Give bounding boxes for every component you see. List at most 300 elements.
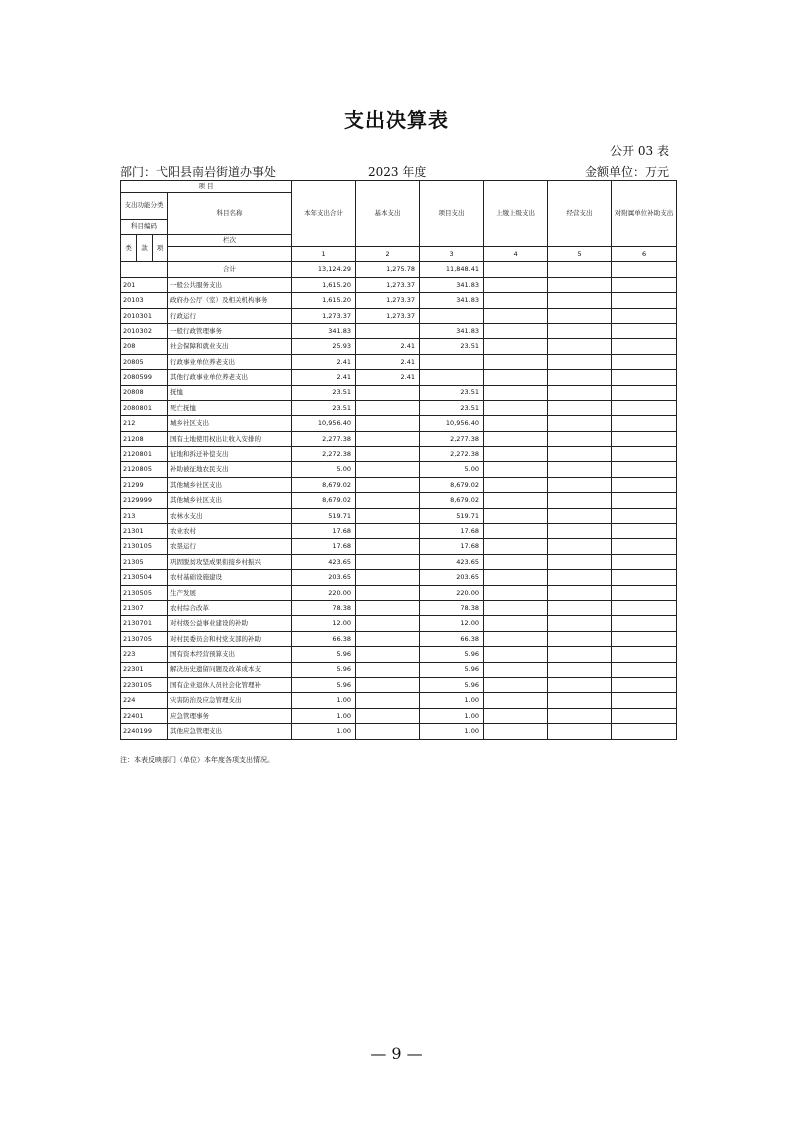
amount-cell bbox=[484, 293, 548, 308]
subject-code-cell: 2130504 bbox=[121, 570, 168, 585]
subject-code-cell: 208 bbox=[121, 339, 168, 354]
header-row-1 bbox=[121, 181, 677, 193]
table-row bbox=[121, 462, 677, 477]
subject-name-cell: 应急管理事务 bbox=[168, 708, 292, 723]
amount-cell bbox=[356, 416, 420, 431]
table-row bbox=[121, 508, 677, 523]
subject-code-cell: 212 bbox=[121, 416, 168, 431]
subject-code-cell: 223 bbox=[121, 647, 168, 662]
amount-cell bbox=[548, 293, 612, 308]
amount-cell: 1,615.20 bbox=[292, 293, 356, 308]
amount-cell bbox=[484, 400, 548, 415]
column-number-row bbox=[121, 247, 677, 262]
header-col-operating: 经营支出 bbox=[548, 181, 612, 247]
amount-cell bbox=[356, 631, 420, 646]
subject-name-cell: 农垦运行 bbox=[168, 539, 292, 554]
amount-cell: 10,956.40 bbox=[420, 416, 484, 431]
col-num-4: 4 bbox=[484, 247, 548, 262]
amount-cell bbox=[612, 724, 677, 739]
total-cell: 11,848.41 bbox=[420, 262, 484, 277]
amount-cell bbox=[356, 385, 420, 400]
amount-cell bbox=[356, 647, 420, 662]
subject-name-cell: 政府办公厅（室）及相关机构事务 bbox=[168, 293, 292, 308]
amount-cell bbox=[420, 354, 484, 369]
amount-cell bbox=[612, 477, 677, 492]
table-row bbox=[121, 354, 677, 369]
amount-cell: 23.51 bbox=[420, 400, 484, 415]
amount-cell: 23.51 bbox=[292, 400, 356, 415]
amount-cell bbox=[548, 662, 612, 677]
amount-cell bbox=[484, 477, 548, 492]
amount-cell bbox=[356, 539, 420, 554]
header-col-project: 项目支出 bbox=[420, 181, 484, 247]
amount-cell bbox=[356, 477, 420, 492]
amount-cell: 8,679.02 bbox=[420, 477, 484, 492]
amount-cell bbox=[548, 277, 612, 292]
amount-cell: 220.00 bbox=[292, 585, 356, 600]
amount-cell: 1.00 bbox=[420, 724, 484, 739]
subject-name-cell: 农村基础设施建设 bbox=[168, 570, 292, 585]
amount-cell: 341.83 bbox=[292, 323, 356, 338]
page-number: — 9 — bbox=[370, 1044, 423, 1063]
amount-cell bbox=[484, 385, 548, 400]
amount-cell bbox=[612, 416, 677, 431]
amount-cell: 2,277.38 bbox=[420, 431, 484, 446]
expenditure-table bbox=[120, 180, 677, 740]
table-note: 注：本表反映部门（单位）本年度各项支出情况。 bbox=[120, 756, 274, 764]
subject-name-cell: 解决历史遗留问题及改革成本支 bbox=[168, 662, 292, 677]
amount-cell: 423.65 bbox=[292, 554, 356, 569]
header-col-remit: 上缴上级支出 bbox=[484, 181, 548, 247]
amount-cell: 25.93 bbox=[292, 339, 356, 354]
table-row bbox=[121, 431, 677, 446]
amount-cell bbox=[548, 447, 612, 462]
department-label: 部门：弋阳县南岩街道办事处 bbox=[120, 165, 277, 179]
amount-cell bbox=[420, 370, 484, 385]
amount-cell bbox=[356, 524, 420, 539]
table-row bbox=[121, 631, 677, 646]
subject-code-cell: 2120801 bbox=[121, 447, 168, 462]
amount-cell: 423.65 bbox=[420, 554, 484, 569]
amount-cell bbox=[356, 570, 420, 585]
amount-cell bbox=[612, 708, 677, 723]
amount-cell bbox=[484, 600, 548, 615]
amount-cell bbox=[420, 308, 484, 323]
amount-cell bbox=[356, 616, 420, 631]
amount-cell: 66.38 bbox=[292, 631, 356, 646]
subject-name-cell: 其他应急管理支出 bbox=[168, 724, 292, 739]
col-num-5: 5 bbox=[548, 247, 612, 262]
table-row bbox=[121, 493, 677, 508]
amount-cell bbox=[548, 693, 612, 708]
amount-cell: 2,272.38 bbox=[292, 447, 356, 462]
amount-cell bbox=[612, 277, 677, 292]
subject-name-cell: 农业农村 bbox=[168, 524, 292, 539]
subject-code-cell: 2080801 bbox=[121, 400, 168, 415]
amount-cell bbox=[356, 508, 420, 523]
amount-cell bbox=[484, 416, 548, 431]
amount-cell bbox=[548, 554, 612, 569]
amount-cell: 1.00 bbox=[292, 724, 356, 739]
table-row bbox=[121, 616, 677, 631]
subject-name-cell: 对村民委员会和村党支部的补助 bbox=[168, 631, 292, 646]
amount-cell: 1.00 bbox=[292, 693, 356, 708]
table-row bbox=[121, 693, 677, 708]
subject-name-cell: 行政运行 bbox=[168, 308, 292, 323]
amount-cell: 220.00 bbox=[420, 585, 484, 600]
amount-cell: 5.96 bbox=[420, 647, 484, 662]
amount-cell bbox=[356, 677, 420, 692]
amount-cell: 1.00 bbox=[420, 693, 484, 708]
header-col-basic: 基本支出 bbox=[356, 181, 420, 247]
amount-cell: 203.65 bbox=[420, 570, 484, 585]
amount-cell bbox=[612, 400, 677, 415]
col-num-1: 1 bbox=[292, 247, 356, 262]
amount-cell: 17.68 bbox=[420, 539, 484, 554]
amount-cell bbox=[548, 339, 612, 354]
amount-cell: 1,273.37 bbox=[356, 293, 420, 308]
amount-cell bbox=[548, 477, 612, 492]
subject-code-cell: 213 bbox=[121, 508, 168, 523]
amount-cell bbox=[484, 308, 548, 323]
header-lei: 类 bbox=[121, 235, 137, 262]
table-row bbox=[121, 293, 677, 308]
amount-cell: 1,273.37 bbox=[356, 308, 420, 323]
amount-cell bbox=[484, 724, 548, 739]
amount-cell bbox=[612, 354, 677, 369]
subject-name-cell: 国有资本经营预算支出 bbox=[168, 647, 292, 662]
amount-cell: 8,679.02 bbox=[292, 477, 356, 492]
subject-code-cell: 22401 bbox=[121, 708, 168, 723]
subject-name-cell: 其他城乡社区支出 bbox=[168, 493, 292, 508]
subject-code-cell: 22301 bbox=[121, 662, 168, 677]
subject-code-cell: 2010302 bbox=[121, 323, 168, 338]
header-item: 项 目 bbox=[121, 181, 292, 193]
amount-cell bbox=[548, 416, 612, 431]
table-row bbox=[121, 385, 677, 400]
header-subject-code: 科目编码 bbox=[121, 220, 168, 235]
subject-code-cell: 21301 bbox=[121, 524, 168, 539]
amount-cell bbox=[548, 385, 612, 400]
subject-code-cell: 2120805 bbox=[121, 462, 168, 477]
table-row bbox=[121, 724, 677, 739]
header-row-label: 栏次 bbox=[168, 235, 292, 247]
subject-code-cell: 20805 bbox=[121, 354, 168, 369]
amount-cell bbox=[548, 616, 612, 631]
amount-cell: 5.96 bbox=[292, 662, 356, 677]
amount-cell bbox=[612, 662, 677, 677]
subject-code-cell: 21307 bbox=[121, 600, 168, 615]
amount-cell bbox=[484, 524, 548, 539]
amount-cell bbox=[612, 462, 677, 477]
amount-cell bbox=[356, 585, 420, 600]
amount-cell: 17.68 bbox=[420, 524, 484, 539]
amount-cell bbox=[484, 677, 548, 692]
header-kuan: 款 bbox=[137, 235, 153, 262]
total-cell bbox=[612, 262, 677, 277]
subject-code-cell: 20103 bbox=[121, 293, 168, 308]
total-cell: 13,124.29 bbox=[292, 262, 356, 277]
subject-name-cell: 行政事业单位养老支出 bbox=[168, 354, 292, 369]
subject-name-cell: 生产发展 bbox=[168, 585, 292, 600]
amount-cell bbox=[484, 539, 548, 554]
table-row bbox=[121, 400, 677, 415]
amount-cell: 66.38 bbox=[420, 631, 484, 646]
total-row bbox=[121, 262, 677, 277]
table-row bbox=[121, 323, 677, 338]
amount-cell: 78.38 bbox=[292, 600, 356, 615]
amount-cell bbox=[484, 570, 548, 585]
header-col-total: 本年支出合计 bbox=[292, 181, 356, 247]
amount-cell bbox=[484, 647, 548, 662]
amount-cell: 1.00 bbox=[420, 708, 484, 723]
col-num-2: 2 bbox=[356, 247, 420, 262]
amount-cell: 23.51 bbox=[420, 339, 484, 354]
subject-code-cell: 21305 bbox=[121, 554, 168, 569]
amount-cell: 1,273.37 bbox=[356, 277, 420, 292]
amount-cell bbox=[612, 570, 677, 585]
amount-cell bbox=[612, 539, 677, 554]
amount-cell bbox=[612, 693, 677, 708]
amount-cell bbox=[484, 462, 548, 477]
table-row bbox=[121, 600, 677, 615]
amount-cell bbox=[612, 631, 677, 646]
amount-cell bbox=[548, 708, 612, 723]
subject-name-cell: 征地和拆迁补偿支出 bbox=[168, 447, 292, 462]
subject-code-cell: 20808 bbox=[121, 385, 168, 400]
amount-cell: 2.41 bbox=[292, 354, 356, 369]
amount-cell bbox=[612, 585, 677, 600]
amount-cell: 5.96 bbox=[420, 662, 484, 677]
amount-cell bbox=[548, 462, 612, 477]
table-row bbox=[121, 447, 677, 462]
subject-code-cell: 2230105 bbox=[121, 677, 168, 692]
amount-cell: 1,615.20 bbox=[292, 277, 356, 292]
amount-cell: 17.68 bbox=[292, 524, 356, 539]
page-title: 支出决算表 bbox=[344, 108, 449, 132]
subject-code-cell: 2240199 bbox=[121, 724, 168, 739]
subject-name-cell: 抚恤 bbox=[168, 385, 292, 400]
amount-cell bbox=[612, 508, 677, 523]
amount-cell bbox=[548, 354, 612, 369]
amount-cell bbox=[548, 431, 612, 446]
total-cell bbox=[548, 262, 612, 277]
amount-cell bbox=[612, 554, 677, 569]
amount-cell bbox=[548, 323, 612, 338]
amount-cell bbox=[548, 539, 612, 554]
amount-cell bbox=[484, 554, 548, 569]
amount-cell: 5.96 bbox=[420, 677, 484, 692]
subject-code-cell: 2130105 bbox=[121, 539, 168, 554]
amount-cell bbox=[612, 524, 677, 539]
amount-cell bbox=[548, 631, 612, 646]
subject-name-cell: 灾害防治及应急管理支出 bbox=[168, 693, 292, 708]
table-row bbox=[121, 708, 677, 723]
table-row bbox=[121, 477, 677, 492]
table-row bbox=[121, 585, 677, 600]
subject-name-cell: 其他行政事业单位养老支出 bbox=[168, 370, 292, 385]
amount-cell: 2.41 bbox=[356, 339, 420, 354]
amount-cell bbox=[484, 662, 548, 677]
amount-cell: 341.83 bbox=[420, 277, 484, 292]
amount-cell bbox=[548, 600, 612, 615]
form-number: 公开 03 表 bbox=[610, 144, 669, 158]
subject-name-cell: 国有土地使用权出让收入安排的 bbox=[168, 431, 292, 446]
amount-cell: 23.51 bbox=[292, 385, 356, 400]
amount-cell: 519.71 bbox=[292, 508, 356, 523]
amount-cell bbox=[548, 370, 612, 385]
amount-cell bbox=[484, 616, 548, 631]
amount-cell bbox=[484, 693, 548, 708]
table-row bbox=[121, 539, 677, 554]
subject-name-cell: 农林水支出 bbox=[168, 508, 292, 523]
amount-cell bbox=[484, 447, 548, 462]
amount-cell bbox=[548, 508, 612, 523]
table-row bbox=[121, 308, 677, 323]
subject-name-cell: 死亡抚恤 bbox=[168, 400, 292, 415]
amount-cell: 78.38 bbox=[420, 600, 484, 615]
amount-cell: 23.51 bbox=[420, 385, 484, 400]
amount-cell: 341.83 bbox=[420, 293, 484, 308]
amount-cell bbox=[548, 493, 612, 508]
amount-cell bbox=[356, 447, 420, 462]
subject-code-cell: 2130701 bbox=[121, 616, 168, 631]
amount-cell bbox=[356, 493, 420, 508]
subject-name-cell: 补助被征地农民支出 bbox=[168, 462, 292, 477]
amount-cell bbox=[612, 647, 677, 662]
amount-cell: 203.65 bbox=[292, 570, 356, 585]
amount-cell bbox=[484, 431, 548, 446]
subject-name-cell: 对村级公益事业建设的补助 bbox=[168, 616, 292, 631]
amount-cell bbox=[612, 616, 677, 631]
table-row bbox=[121, 662, 677, 677]
amount-cell bbox=[548, 524, 612, 539]
subject-code-cell: 21299 bbox=[121, 477, 168, 492]
col-num-3: 3 bbox=[420, 247, 484, 262]
amount-cell bbox=[484, 323, 548, 338]
subject-name-cell: 社会保障和就业支出 bbox=[168, 339, 292, 354]
amount-cell: 5.96 bbox=[292, 647, 356, 662]
amount-cell bbox=[548, 400, 612, 415]
amount-cell: 2,277.38 bbox=[292, 431, 356, 446]
amount-cell bbox=[612, 385, 677, 400]
amount-cell bbox=[612, 447, 677, 462]
amount-cell: 2,272.38 bbox=[420, 447, 484, 462]
total-cell bbox=[484, 262, 548, 277]
amount-cell: 519.71 bbox=[420, 508, 484, 523]
header-xiang: 项 bbox=[153, 235, 168, 262]
amount-cell bbox=[356, 724, 420, 739]
table-row bbox=[121, 554, 677, 569]
amount-cell: 8,679.02 bbox=[292, 493, 356, 508]
subject-code-cell: 2130505 bbox=[121, 585, 168, 600]
amount-cell bbox=[548, 647, 612, 662]
amount-cell: 2.41 bbox=[356, 354, 420, 369]
amount-cell: 1,273.37 bbox=[292, 308, 356, 323]
amount-unit-label: 金额单位：万元 bbox=[584, 165, 669, 179]
amount-cell bbox=[612, 323, 677, 338]
amount-cell bbox=[484, 370, 548, 385]
amount-cell bbox=[612, 293, 677, 308]
amount-cell bbox=[356, 662, 420, 677]
subject-code-cell: 2129999 bbox=[121, 493, 168, 508]
total-cell: 1,275.78 bbox=[356, 262, 420, 277]
amount-cell: 10,956.40 bbox=[292, 416, 356, 431]
amount-cell bbox=[548, 677, 612, 692]
table-row bbox=[121, 677, 677, 692]
amount-cell bbox=[484, 277, 548, 292]
year-label: 2023 年度 bbox=[368, 165, 427, 179]
amount-cell: 2.41 bbox=[292, 370, 356, 385]
amount-cell bbox=[356, 462, 420, 477]
table-row bbox=[121, 416, 677, 431]
amount-cell bbox=[356, 600, 420, 615]
amount-cell: 12.00 bbox=[292, 616, 356, 631]
amount-cell bbox=[484, 708, 548, 723]
subject-name-cell: 农村综合改革 bbox=[168, 600, 292, 615]
amount-cell: 341.83 bbox=[420, 323, 484, 338]
amount-cell bbox=[484, 339, 548, 354]
subject-code-cell: 201 bbox=[121, 277, 168, 292]
subject-code-cell: 2130705 bbox=[121, 631, 168, 646]
header-col-subsidy: 对附属单位补助支出 bbox=[612, 181, 677, 247]
amount-cell bbox=[612, 493, 677, 508]
amount-cell bbox=[356, 431, 420, 446]
amount-cell: 8,679.02 bbox=[420, 493, 484, 508]
amount-cell bbox=[484, 508, 548, 523]
amount-cell bbox=[548, 724, 612, 739]
amount-cell bbox=[612, 600, 677, 615]
table-row bbox=[121, 370, 677, 385]
table-row bbox=[121, 570, 677, 585]
header-subject-name: 科目名称 bbox=[168, 193, 292, 235]
amount-cell bbox=[356, 323, 420, 338]
amount-cell bbox=[612, 677, 677, 692]
table-row bbox=[121, 524, 677, 539]
amount-cell: 2.41 bbox=[356, 370, 420, 385]
amount-cell bbox=[484, 493, 548, 508]
table-row bbox=[121, 647, 677, 662]
amount-cell bbox=[356, 554, 420, 569]
amount-cell: 5.96 bbox=[292, 677, 356, 692]
amount-cell bbox=[548, 308, 612, 323]
amount-cell: 5.00 bbox=[292, 462, 356, 477]
amount-cell bbox=[548, 585, 612, 600]
amount-cell bbox=[484, 631, 548, 646]
amount-cell: 1.00 bbox=[292, 708, 356, 723]
subject-code-cell: 21208 bbox=[121, 431, 168, 446]
header-class-code: 支出功能分类 bbox=[121, 193, 168, 220]
subject-name-cell: 国有企业退休人员社会化管理补 bbox=[168, 677, 292, 692]
table-row bbox=[121, 277, 677, 292]
amount-cell bbox=[612, 339, 677, 354]
subject-name-cell: 城乡社区支出 bbox=[168, 416, 292, 431]
subject-name-cell: 一般公共服务支出 bbox=[168, 277, 292, 292]
amount-cell: 17.68 bbox=[292, 539, 356, 554]
subject-code-cell: 2010301 bbox=[121, 308, 168, 323]
amount-cell: 12.00 bbox=[420, 616, 484, 631]
subject-name-cell: 其他城乡社区支出 bbox=[168, 477, 292, 492]
total-label: 合计 bbox=[168, 262, 292, 277]
amount-cell bbox=[612, 370, 677, 385]
amount-cell bbox=[356, 708, 420, 723]
amount-cell bbox=[356, 400, 420, 415]
subject-name-cell: 一般行政管理事务 bbox=[168, 323, 292, 338]
amount-cell bbox=[612, 431, 677, 446]
amount-cell bbox=[548, 570, 612, 585]
subject-name-cell: 巩固脱贫攻坚成果衔接乡村振兴 bbox=[168, 554, 292, 569]
table-row bbox=[121, 339, 677, 354]
